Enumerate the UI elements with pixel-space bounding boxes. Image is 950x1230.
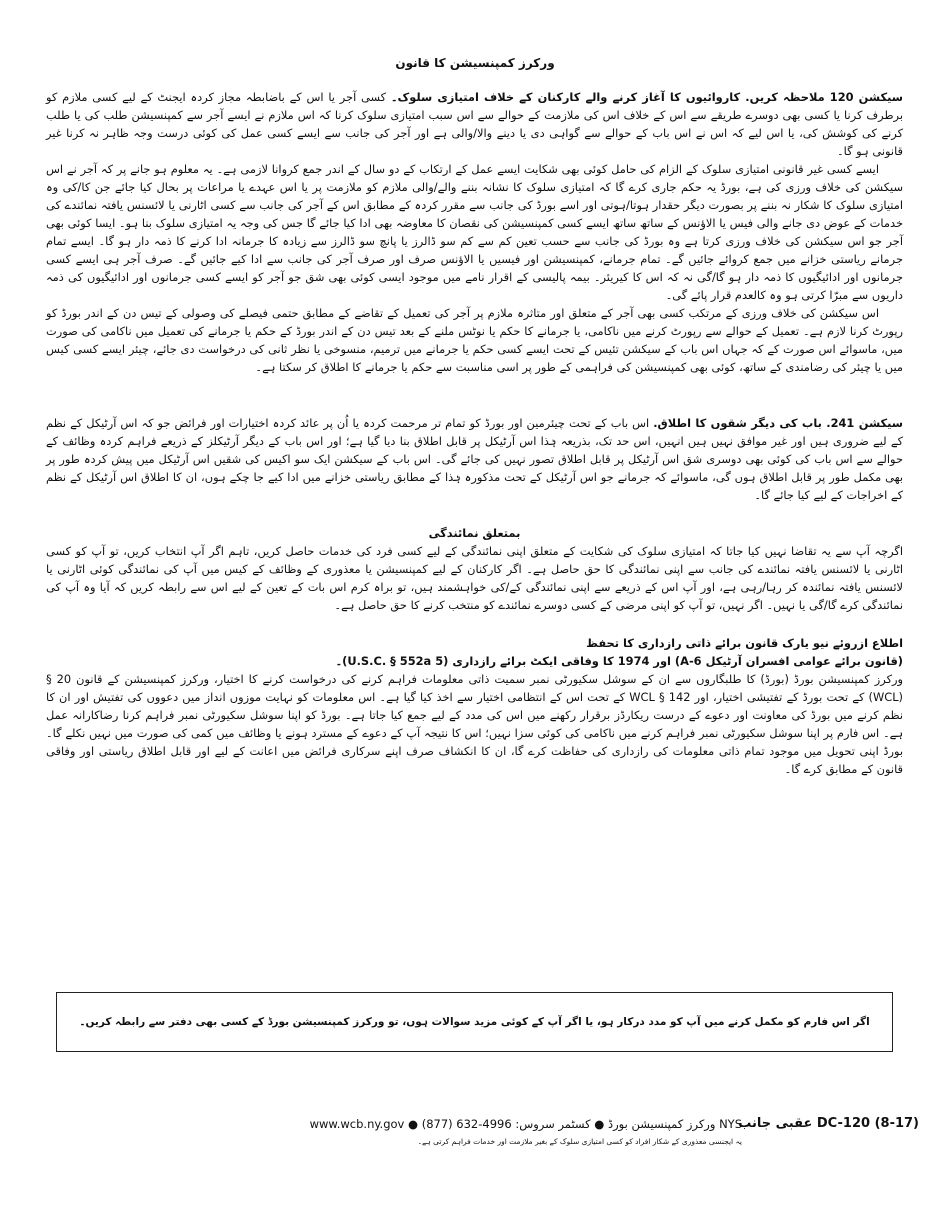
help-notice-box [56, 992, 893, 1052]
section-241-paragraph [46, 414, 903, 504]
section-120-heading: سیکشن 120 ملاحظہ کریں. کاروائیوں کا آغاز کرنے والے کارکنان کے خلاف امتیازی سلوک۔ [390, 90, 903, 104]
help-notice-text: اگر اس فارم کو مکمل کرنے میں آپ کو مدد درکار ہو، یا اگر آپ کے کوئی مزید سوالات ہوں، تو ورکرز کمپنسیشن بورڈ کے کسی بھی دفتر سے رابطہ کریں۔ [79, 1016, 870, 1028]
section-241-heading: سیکشن 241. باب کی دیگر شقوں کا اطلاق. [653, 416, 904, 430]
privacy-paragraph: ورکرز کمپنسیشن بورڈ (بورڈ) کا طلبگاروں سے ان کے سوشل سکیورٹی نمبر سمیت ذاتی معلومات فراہم کرنے کی درخواست کرنے کا اختیار، ورکرز کمپنسیشن کے قانون 20 § (WCL) کے تحت بورڈ کے تفتیشی اختیار، اور WCL § 142 کے تحت اس کے انتظامی اختیار سے اخذ کیا گیا ہے۔ اس معلومات کو نہایت موزوں انداز میں دعووں کی تفتیش اور ان کا نظم کرنے میں بورڈ کی معاونت اور دعوے کے درست ریکارڈز برقرار رکھنے میں اس کی مدد کے لیے جمع کیا جاتا ہے۔ بورڈ کو اپنا سوشل سکیورٹی نمبر فراہم کرنا رضاکارانہ عمل ہے۔ اس فارم پر اپنا سوشل سکیورٹی نمبر فراہم کرنے میں ناکامی کی کوئی سزا نہیں؛ اس کا نتیجہ آپ کے دعوے کے مسترد ہونے یا وظائف میں کمی کی صورت میں نہیں نکلے گا۔ بورڈ اپنی تحویل میں موجود تمام ذاتی معلومات کی رازداری کی حفاظت کرے گا، ان کا انکشاف صرف اپنے سرکاری فرائض میں اعانت کے لیے اور قابل اطلاق ریاستی اور وفاقی قانون کے مطابق کرے گا۔ [46, 672, 903, 776]
footer-agency-note: یہ ایجنسی معذوری کے شکار افراد کو کسی امتیازی سلوک کے بغیر ملازمت اور خدمات فراہم کرتی ہے۔ [417, 1137, 742, 1146]
section-241-text: اس باب کے تحت چیئرمین اور بورڈ کو تمام تر مرحمت کردہ یا اُن پر عائد کردہ اختیارات اور فرائض جو کہ اس آرٹیکل کے نظم کے لیے ضروری ہیں اور غیر موافق نہیں ہیں انہیں، اس حد تک، بذریعہ ہٰذا اس آرٹیکل پر قابل اطلاق بنا دیا گیا ہے؛ اور اس باب کے دیگر آرٹیکلز کے ذریعے فراہم کردہ وظائف کے حوالے سے اس باب کی کوئی بھی دوسری شق اس آرٹیکل پر قابل اطلاق تصور نہیں کی جائے گی۔ اس باب کے سیکشن ایک سو اکیس کی شقیں اس آرٹیکل میں پیش کردہ طور پر بھی مکمل طور پر قابل اطلاق ہوں گی، ماسوائے کہ جرمانے جو اس آرٹیکل کے تحت مذکورہ ہٰذا کے مطابق ریاستی خزانے میں ادا کیے جا چکے ہوں، ان کا اطلاق اس آرٹیکل کے نظم کے اخراجات کے لیے کیا جائے گا۔ [46, 416, 903, 502]
document-body [46, 88, 903, 778]
section-120-paragraph-1 [46, 88, 903, 160]
representation-paragraph: اگرچہ آپ سے یہ تقاضا نہیں کیا جاتا کہ امتیازی سلوک کی شکایت کے متعلق اپنی نمائندگی کے لیے کسی فرد کی خدمات حاصل کریں، تاہم اگر آپ انتخاب کریں، تو آپ کو کسی اٹارنی یا لائسنس یافتہ نمائندے کی جانب سے اپنی نمائندگی کا حق حاصل ہے۔ اگر کارکنان کے لیے کمپنسیشن یا معذوری کے وظائف کے کیس میں آپ کی نمائندگی کوئی اٹارنی یا لائسنس یافتہ نمائندہ کر رہا/رہی ہے، اور آپ اس کے ذریعے سے اپنی نمائندگی کے/کی خواہشمند ہیں، تو براہ کرم اس بات کے تعین کے لیے اس سے رابطہ کریں کہ آیا وہ آپ کی نمائندگی کرے گا/گی یا نہیں۔ اگر نہیں، تو آپ کو اپنی مرضی کے کسی دوسرے نمائندے کو منتخب کرنے کا حق حاصل ہے۔ [46, 544, 903, 612]
section-spacer [46, 504, 903, 524]
section-120-text: کسی آجر یا اس کے باضابطہ مجاز کردہ ایجنٹ کے لیے کسی ملازم کو برطرف کرنا یا کسی بھی دوسرے طریقے سے اس کے خلاف اس کی ملازمت کے حوالے سے اس سبب امتیازی سلوک کرنا کہ اس ملازم نے ایسے آجر سے کمپنسیشن طلب کی یا طلب کرنے کی کوشش کی، یا اس لیے کہ اس نے اس باب کے حوالے سے گواہی دی یا دینے والا/والی ہے اور آجر کی جانب سے ایسے کسی عمل کی کوئی درست وجہ ظاہر نہ کرنا غیر قانونی ہو گا۔ [46, 90, 903, 158]
section-120-paragraph-3: اس سیکشن کی خلاف ورزی کے مرتکب کسی بھی آجر کے متعلق اور متاثرہ ملازم پر آجر کی تعمیل کے تقاضے کے مطابق حتمی فیصلے کی وصولی کے تیس دن کے اندر بورڈ کو رپورٹ کرنا لازم ہے۔ تعمیل کے حوالے سے رپورٹ کرنے میں ناکامی، یا جرمانے کا حکم یا نوٹس ملنے کے بعد تیس دن کے اندر بورڈ کے حکم یا جرمانے کی تعمیل میں ناکامی کی صورت میں، ماسوائے اس صورت کے کہ جہاں اس باب کے سیکشن تئیس کے تحت ایسے کسی حکم یا جرمانے میں ترمیم، منسوخی یا نظر ثانی کی درخواست دی جائے، چیئر ایسے کسی کیس میں یا چیئر کی رضامندی کے ساتھ، کوئی بھی کمپنسیشن کی فراہمی کے طور پر اسی مناسبت سے حکم یا جرمانے کا اطلاق کر سکتا ہے۔ [46, 306, 903, 374]
document-title: ورکرز کمپنسیشن کا قانون [395, 56, 555, 70]
section-spacer [46, 614, 903, 634]
privacy-heading-line-2: (قانون برائے عوامی افسران آرٹیکل 6-A) اور 1974 کا وفاقی ایکٹ برائے رازداری (5 U.S.C. § 552a)۔ [335, 654, 903, 668]
form-identifier: DC-120 (8-17) عقبی جانب [738, 1116, 919, 1131]
privacy-heading-line-1: اطلاع ازروئے نیو یارک قانون برائے ذاتی رازداری کا تحفظ [586, 636, 903, 650]
section-spacer [46, 376, 903, 414]
section-120-paragraph-2: ایسے کسی غیر قانونی امتیازی سلوک کے الزام کی حامل کوئی بھی شکایت ایسے عمل کے ارتکاب کے دو سال کے اندر جمع کروانا لازمی ہے۔ یہ معلوم ہو جانے پر کہ آجر نے اس سیکشن کی خلاف ورزی کی ہے، بورڈ یہ حکم جاری کرے گا کہ امتیازی سلوک کا نشانہ بننے والے/والی ملازم کو ملازمت پر یا اس عہدے یا مراعات پر بحال کیا جائے جن کا/کی وہ امتیازی سلوک کا شکار نہ بننے پر بصورت دیگر حقدار ہوتا/ہوتی اور اسے بورڈ کی جانب سے مقرر کردہ کے مطابق اس کے آجر کی جانب سے کسی اٹارنی یا لائسنس یافتہ نمائندے کی خدمات کے عوض دی جانے والی فیس یا الاؤنس کے ساتھ ساتھ ایسے کسی کمپنسیشن کی نقصان کا معاوضہ بھی ادا کیا جائے گا جس کی وجہ یہ امتیازی سلوک بنا ہو۔ ایسا کوئی بھی آجر جو اس سیکشن کی خلاف ورزی کرتا ہے وہ بورڈ کی جانب سے حسب تعین کم سے کم سو ڈالرز یا پانچ سو ڈالرز سے زیادہ کا جرمانہ ادا کرنے کا ذمہ دار ہو گا۔ ایسے تمام جرمانے ریاستی خزانے میں جمع کروائے جائیں گے۔ تمام جرمانے، کمپنسیشن اور فیسیں یا الاؤنس صرف اور صرف آجر کی جانب سے ادا کیے جائیں گے۔ صرف آجر ہی ایسے کسی جرمانوں اور ادائیگیوں کا ذمہ دار ہو گا/گی نہ کہ اس کا کیریئر۔ بیمہ پالیسی کے اقرار نامے میں موجود ایسی کوئی بھی شق جو آجر کو ایسے کسی جرمانوں اور ادائیگیوں کی ذمہ داریوں سے مبرّا کرتی ہو وہ کالعدم قرار پائے گی۔ [46, 162, 903, 302]
footer-contact-line: NYS ورکرز کمپنسیشن بورڈ ● کسٹمر سروس: 4996-632 (877) ● www.wcb.ny.gov [309, 1117, 742, 1131]
representation-heading: بمتعلق نمائندگی [428, 526, 521, 540]
